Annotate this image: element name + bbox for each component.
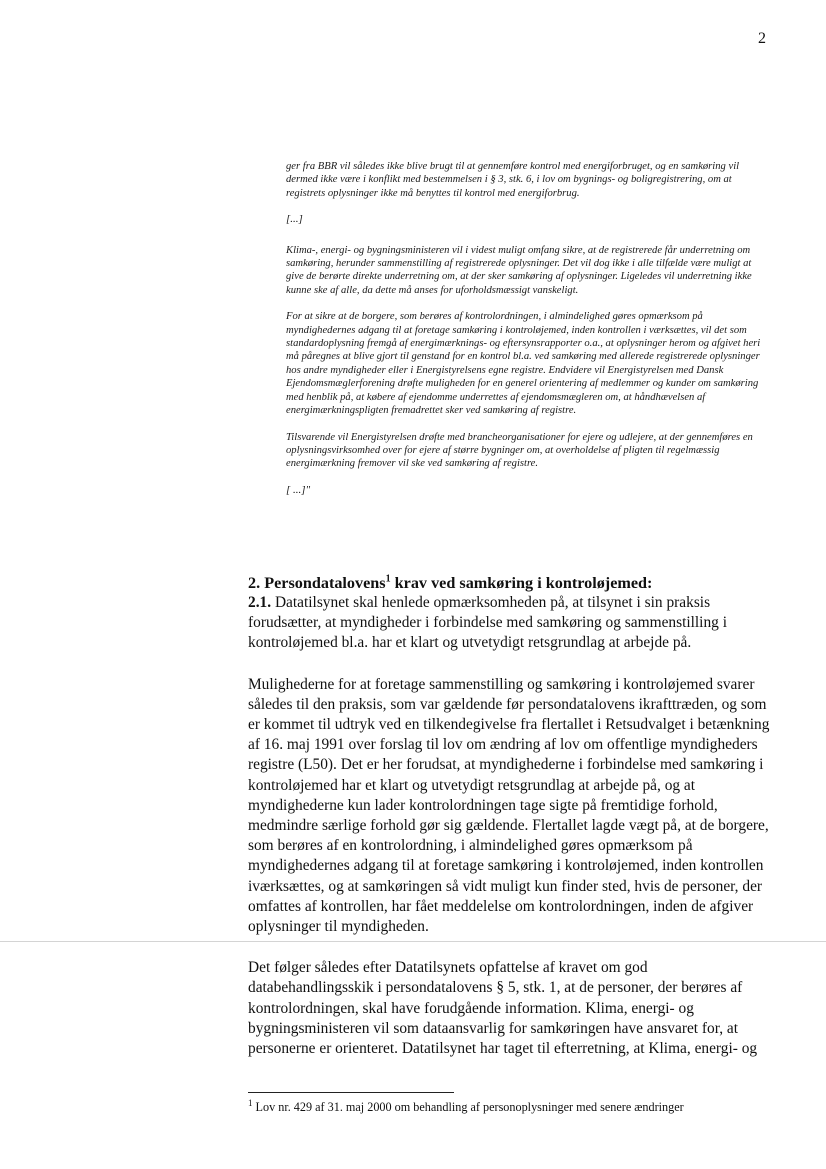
quote-paragraph: Tilsvarende vil Energistyrelsen drøfte med brancheorganisationer for ejere og udlejere, at der gennemføres en oplysningsvirksomhed over for ejere af større bygninger om, at overholdelse af pligten til regelmæssig energimærkning fremover vil ske ved samkøring af registre. <box>286 431 753 470</box>
subsection-text: Datatilsynet skal henlede opmærksomheden på, at tilsynet i sin praksis forudsætter, at myndigheder i forbindelse med samkøring og sammenstilling i kontroløjemed bl.a. har et klart og utvetydigt retsgrundlag at arbejde på. <box>248 594 727 652</box>
section-heading-text: 2. Persondatalovens <box>248 574 386 592</box>
quote-ellipsis: [...] <box>286 213 303 226</box>
quote-paragraph: ger fra BBR vil således ikke blive brugt til at gennemføre kontrol med energiforbruget, og en samkøring vil dermed ikke være i konflikt med bestemmelsen i § 3, stk. 6, i lov om bygnings- og boligregistrering, om at registrets oplysninger ikke må benyttes til kontrol med energiforbrug. <box>286 161 740 199</box>
section-heading <box>248 573 776 593</box>
page-number: 2 <box>758 30 766 47</box>
section-heading-rest: krav ved samkøring i kontroløjemed: <box>390 574 653 592</box>
main-body <box>248 573 776 1059</box>
quote-paragraph: For at sikre at de borgere, som berøres af kontrolordningen, i almindelighed gøres opmærksom på myndighedernes adgang til at foretage samkøring i kontroløjemed, inden kontrollen i værksættes, vil det som standardoplysning fremgå af energimærknings- og eftersynsrapporter o.a., at oplysninger herom og afgivet heri må påregnes at blive gjort til genstand for en kontrol bl.a. ved samkøring med allerede registrerede oplysninger hos andre myndigheder eller i Energistyrelsens egne registre. Endvidere vil Energistyrelsen med Dansk Ejendomsmæglerforening drøfte muligheden for en generel orientering af medlemmer og kunder om samkøring med henblik på, at købere af ejendomme underrettes af ejendomsmægleren om, at håndhævelsen af energimærkningspligten fremadrettet sker ved samkøring af registre. <box>286 311 761 417</box>
body-paragraph: Mulighederne for at foretage sammenstilling og samkøring i kontroløjemed svarer således til den praksis, som var gældende før persondatalovens ikrafttræden, og som er kommet til udtryk ved en tilkendegivelse fra flertallet i Retsudvalget i betænkning af 16. maj 1991 over forslag til lov om ændring af lov om offentlige myndigheders registre (L50). Det er her forudsat, at myndighederne i forbindelse med samkøring i kontroløjemed har et klart og utvetydigt retsgrundlag at arbejde på, og at myndighederne kun lader kontrolordningen tage sigte på fremtidige forhold, medmindre særlige forhold gør sig gældende. Flertallet lagde vægt på, at de borgere, som berøres af en kontrolordning, i almindelighed gøres opmærksom på myndighedernes adgang til at foretage samkøring i kontroløjemed, inden kontrollen iværksættes, og at samkøringen så vidt muligt kun finder sted, hvis de personer, der omfattes af kontrollen, har fået meddelelse om kontrolordningen, inden de afgiver oplysninger til myndigheden. <box>248 675 770 936</box>
quoted-excerpt <box>286 160 768 497</box>
footnote-ref: 1 <box>385 573 391 585</box>
quote-ellipsis-end: [ ...]" <box>286 483 311 496</box>
scan-artifact-line <box>0 941 826 942</box>
footnote-marker: 1 <box>248 1097 253 1108</box>
subsection-number: 2.1. <box>248 594 272 611</box>
body-paragraph: Det følger således efter Datatilsynets opfattelse af kravet om god databehandlingsskik i persondatalovens § 5, stk. 1, at de personer, der berøres af kontrolordningen, skal have forudgående information. Klima, energi- og bygningsministeren vil som dataansvarlig for samkøringen have ansvaret for, at personerne er orienteret. Datatilsynet har taget til efterretning, at Klima, energi- og <box>248 959 758 1058</box>
quote-paragraph: Klima-, energi- og bygningsministeren vil i videst muligt omfang sikre, at de registrerede får underretning om samkøring, herunder sammenstilling af registrerede oplysninger. Det vil dog ikke i alle tilfælde være muligt at give de berørte direkte underretning om, at der sker samkøring af oplysninger. Ligeledes vil underretning ikke kunne ske af alle, da dette må anses for uforholdsmæssigt vanskeligt. <box>286 244 752 296</box>
footnote-text: Lov nr. 429 af 31. maj 2000 om behandling af personoplysninger med senere ændringer <box>252 1100 684 1114</box>
subsection-paragraph <box>248 593 776 654</box>
footnote <box>248 1097 788 1115</box>
footnote-divider <box>248 1092 454 1093</box>
